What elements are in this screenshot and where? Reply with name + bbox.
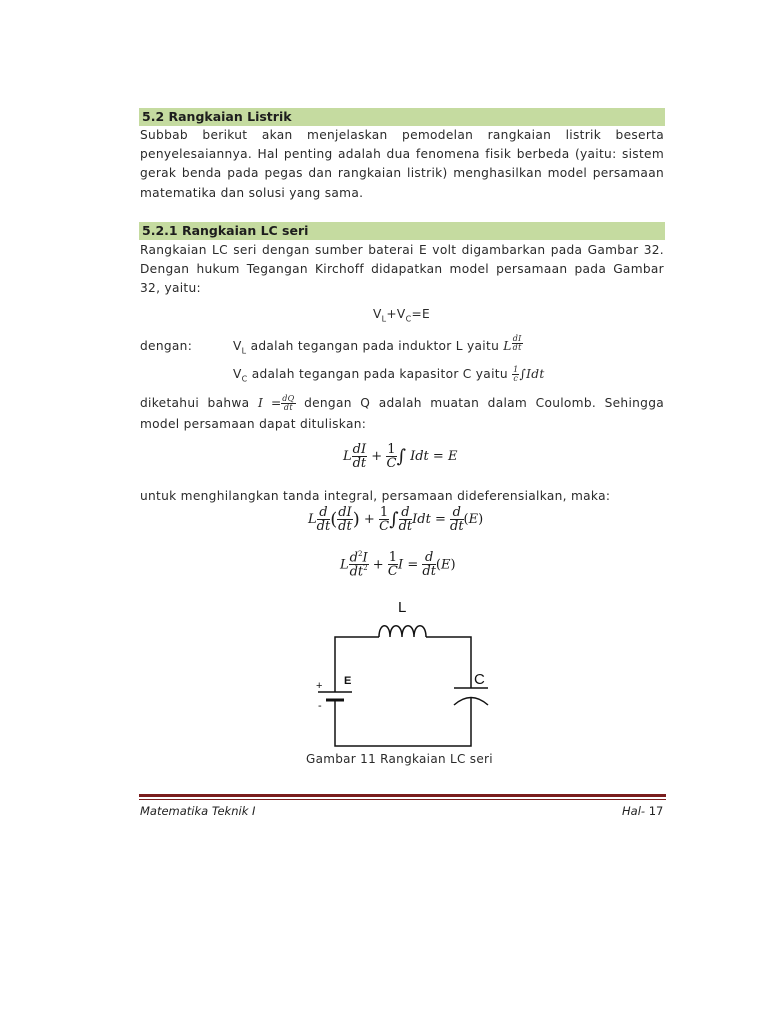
wire-top-left	[335, 637, 379, 672]
model-equation-1: L $\frac{dI}{dt}$ + $\frac{1}{C}$ ∫ Idt = E	[343, 442, 458, 471]
known-prefix: diketahui bahwa	[140, 396, 250, 410]
inductor-coil	[379, 626, 426, 637]
vc-definition: $V_C$ adalah tegangan pada kapasitor C yaitu $\frac{1}{c}$ ∫Idt	[233, 365, 545, 384]
known-relation: diketahui bahwa I = $\frac{dQ}{dt}$ dengan Q adalah muatan dalam Coulomb. Sehingga model persamaan dapat dituliskan:	[140, 394, 664, 431]
battery-plus-sign: +	[316, 680, 323, 692]
section-heading: 5.2 Rangkaian Listrik	[139, 108, 665, 126]
figure-caption: Gambar 11 Rangkaian LC seri	[306, 752, 493, 766]
footer-page-prefix: Hal-	[622, 804, 646, 818]
section-intro: Subbab berikut akan menjelaskan pemodelan rangkaian listrik beserta penyelesaiannya. Hal penting adalah dua fenomena fisik berbeda (yaitu: sistem gerak benda pada pegas dan rangkaian listrik) menghasilkan model persamaan matematika dan solusi yang sama.	[140, 128, 664, 200]
wire-bottom	[335, 699, 471, 746]
lc-circuit-diagram	[300, 592, 540, 752]
footer-rule-thin	[139, 799, 666, 800]
footer-page-number	[622, 804, 663, 818]
dengan-label: dengan:	[140, 339, 193, 353]
differentiate-text: untuk menghilangkan tanda integral, persamaan dideferensialkan, maka:	[140, 489, 611, 503]
wire-top-right	[426, 637, 471, 688]
subsection-intro: Rangkaian LC seri dengan sumber baterai E volt digambarkan pada Gambar 32. Dengan hukum Tegangan Kirchoff didapatkan model persamaan pada Gambar 32, yaitu:	[140, 243, 664, 296]
footer-book-title: Matematika Teknik I	[140, 804, 256, 818]
vc-text: adalah tegangan pada kapasitor C yaitu	[251, 367, 508, 381]
kirchoff-equation: $V_L+V_C=E$	[373, 307, 430, 324]
model-equation-2: L $\frac{d}{dt}$ ( $\frac{dI}{dt}$ ) + $\frac{1}{C}$ ∫ $\frac{d}{dt}$ Idt = $\frac{d}{dt}$ (E)	[308, 505, 484, 534]
battery-label: E	[344, 675, 352, 687]
subsection-heading: 5.2.1 Rangkaian LC seri	[139, 222, 665, 240]
inductor-label: L	[398, 599, 407, 616]
model-equation-3: L $\frac{d^2I}{dt^2}$ + $\frac{1}{C}$ I = $\frac{d}{dt}$ (E)	[340, 550, 456, 580]
footer-page-value: 17	[648, 804, 664, 818]
battery-minus-sign: -	[318, 700, 322, 712]
capacitor-label: C	[474, 671, 485, 688]
vl-definition: $V_L$ adalah tegangan pada induktor L yaitu L $\frac{dI}{dt}$	[233, 334, 522, 356]
known-suffix: dengan Q adalah muatan dalam Coulomb. Sehingga model persamaan dapat dituliskan:	[140, 396, 664, 431]
vl-text: adalah tegangan pada induktor L yaitu	[250, 339, 500, 353]
footer-rule-thick	[139, 794, 666, 797]
